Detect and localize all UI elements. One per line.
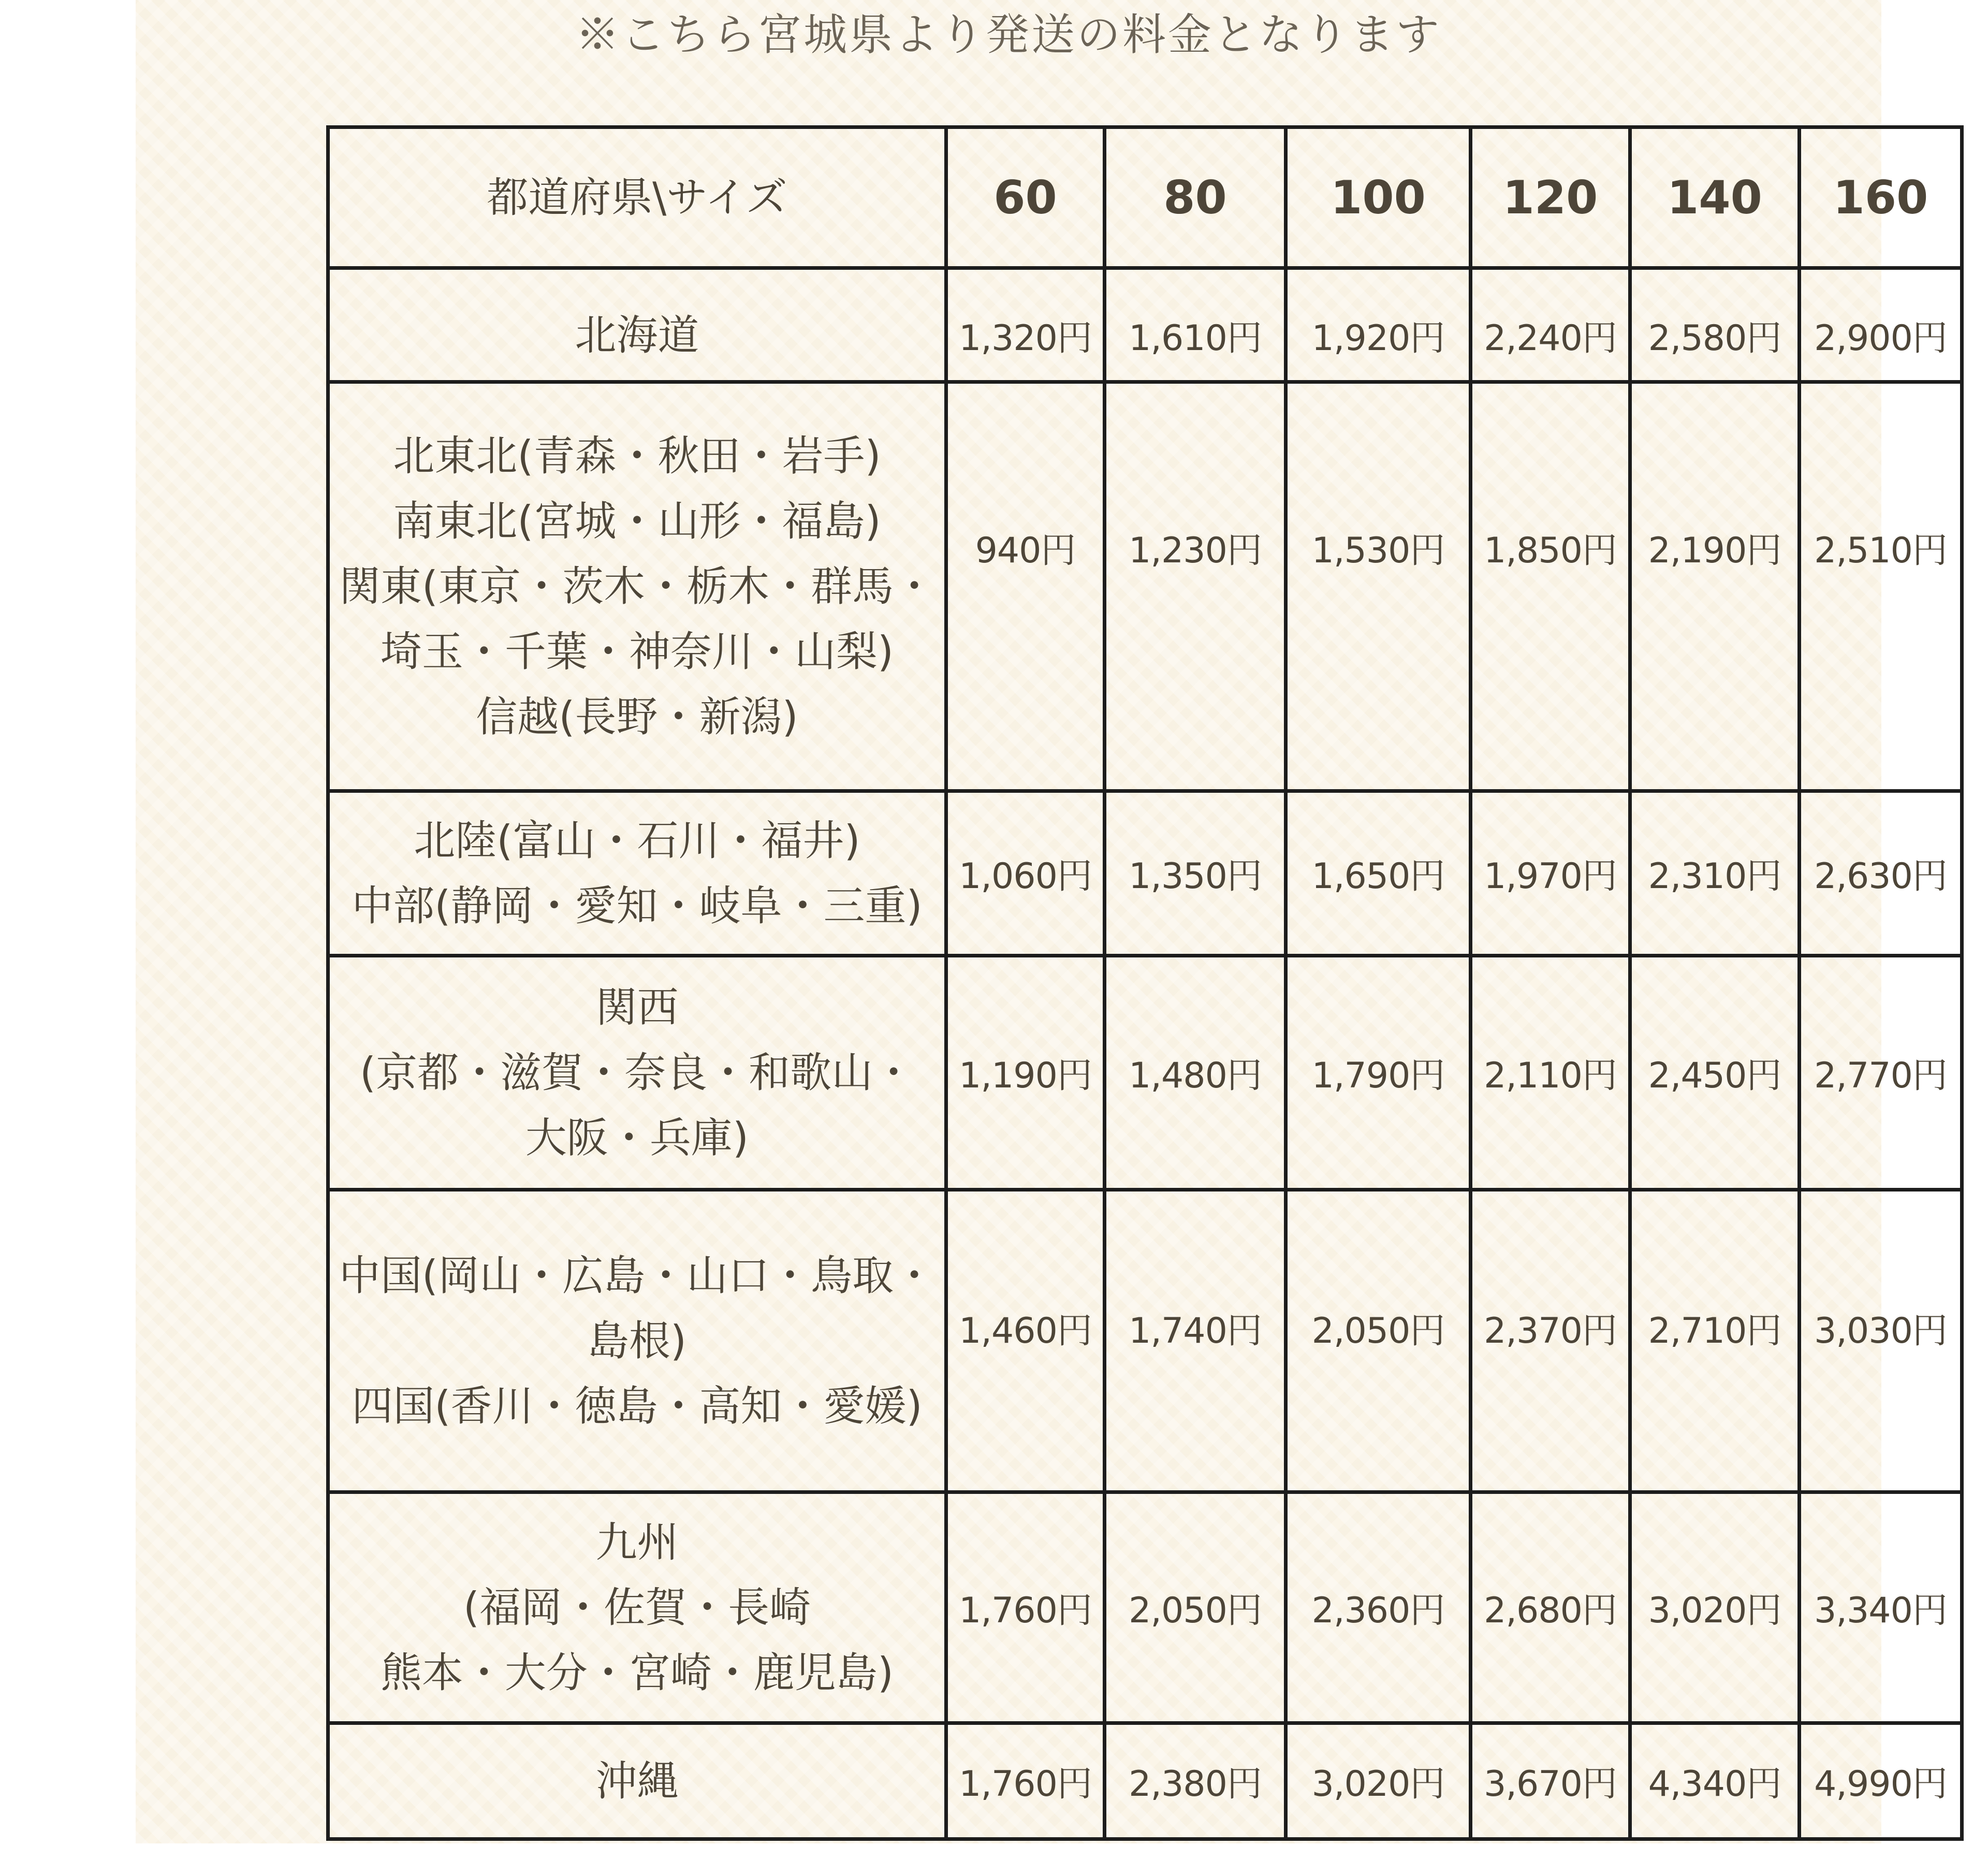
- price-value: 2,510円: [1814, 530, 1947, 571]
- price-cell: [1630, 791, 1800, 956]
- price-value: 1,920円: [1311, 318, 1445, 359]
- region-line: 南東北(宮城・山形・福島): [393, 497, 881, 545]
- price-cell: [1286, 956, 1471, 1190]
- price-value: 2,710円: [1648, 1311, 1781, 1352]
- price-cell: [1471, 791, 1630, 956]
- region-line: 大阪・兵庫): [525, 1113, 749, 1162]
- region-line: 沖縄: [595, 1756, 679, 1805]
- region-cell: [328, 268, 946, 382]
- price-value: 1,320円: [959, 318, 1092, 359]
- price-cell: [1471, 1492, 1630, 1723]
- table-row: [328, 1492, 1962, 1723]
- size-header-80: 80: [1105, 127, 1286, 268]
- region-line: 島根): [587, 1316, 687, 1365]
- region-line: 中国(岡山・広島・山口・鳥取・: [339, 1251, 935, 1300]
- size-header-160: 160: [1800, 127, 1962, 268]
- region-line: 関西: [595, 983, 679, 1031]
- price-value: 1,230円: [1129, 530, 1262, 571]
- price-cell: [1286, 1190, 1471, 1492]
- price-value: 1,060円: [959, 856, 1092, 897]
- price-value: 2,190円: [1648, 530, 1781, 571]
- region-line: 北陸(富山・石川・福井): [414, 816, 860, 865]
- corner-header: 都道府県\サイズ: [328, 127, 946, 268]
- region-cell: [328, 1190, 946, 1492]
- shipping-origin-note: ※こちら宮城県より発送の料金となります: [575, 9, 1441, 60]
- price-cell: [946, 1492, 1105, 1723]
- price-value: 2,580円: [1648, 318, 1781, 359]
- size-header-60: 60: [946, 127, 1105, 268]
- price-value: 2,240円: [1484, 318, 1617, 359]
- price-value: 2,900円: [1814, 318, 1947, 359]
- price-cell: [1286, 382, 1471, 791]
- price-cell: [1471, 1190, 1630, 1492]
- price-cell: [1105, 268, 1286, 382]
- table-row: [328, 1723, 1962, 1839]
- region-cell: [328, 791, 946, 956]
- price-cell: [946, 956, 1105, 1190]
- price-value: 1,350円: [1129, 856, 1262, 897]
- shipping-rate-table: [326, 125, 1964, 1841]
- price-cell: [946, 1190, 1105, 1492]
- table-row: [328, 268, 1962, 382]
- price-cell: [1800, 791, 1962, 956]
- price-value: 940円: [975, 530, 1076, 571]
- table-row: [328, 1190, 1962, 1492]
- price-value: 1,760円: [959, 1590, 1092, 1631]
- price-cell: [1800, 382, 1962, 791]
- price-cell: [1105, 791, 1286, 956]
- size-header-100: 100: [1286, 127, 1471, 268]
- price-value: 2,050円: [1129, 1590, 1262, 1631]
- region-cell: [328, 1723, 946, 1839]
- price-cell: [946, 382, 1105, 791]
- price-value: 4,990円: [1814, 1764, 1947, 1805]
- price-cell: [1105, 956, 1286, 1190]
- price-value: 3,020円: [1311, 1764, 1445, 1805]
- region-line: 熊本・大分・宮崎・鹿児島): [380, 1648, 894, 1697]
- price-value: 1,480円: [1129, 1055, 1262, 1096]
- price-cell: [946, 791, 1105, 956]
- price-value: 1,460円: [959, 1311, 1092, 1352]
- price-value: 2,630円: [1814, 856, 1947, 897]
- price-value: 2,680円: [1484, 1590, 1617, 1631]
- price-cell: [1800, 1492, 1962, 1723]
- price-cell: [1800, 1723, 1962, 1839]
- table-row: [328, 956, 1962, 1190]
- region-line: (京都・滋賀・奈良・和歌山・: [359, 1048, 915, 1097]
- region-line: 北海道: [575, 311, 699, 359]
- region-line: 北東北(青森・秋田・岩手): [393, 431, 881, 480]
- region-line: 信越(長野・新潟): [476, 692, 798, 741]
- price-cell: [1630, 1723, 1800, 1839]
- price-value: 3,670円: [1484, 1764, 1617, 1805]
- price-value: 1,610円: [1129, 318, 1262, 359]
- price-cell: [1105, 382, 1286, 791]
- price-cell: [1471, 268, 1630, 382]
- price-cell: [1105, 1492, 1286, 1723]
- region-line: 関東(東京・茨木・栃木・群馬・: [339, 562, 935, 611]
- price-value: 3,020円: [1648, 1590, 1781, 1631]
- price-cell: [1471, 1723, 1630, 1839]
- price-cell: [946, 1723, 1105, 1839]
- price-value: 3,030円: [1814, 1311, 1947, 1352]
- region-cell: [328, 956, 946, 1190]
- region-cell: [328, 1492, 946, 1723]
- region-line: (福岡・佐賀・長崎: [463, 1583, 811, 1632]
- price-value: 3,340円: [1814, 1590, 1947, 1631]
- price-value: 2,310円: [1648, 856, 1781, 897]
- price-value: 1,850円: [1484, 530, 1617, 571]
- price-value: 4,340円: [1648, 1764, 1781, 1805]
- size-header-140: 140: [1630, 127, 1800, 268]
- price-cell: [1800, 956, 1962, 1190]
- table-row: [328, 382, 1962, 791]
- price-cell: [1630, 382, 1800, 791]
- price-value: 2,370円: [1484, 1311, 1617, 1352]
- price-value: 2,360円: [1311, 1590, 1445, 1631]
- table-row: [328, 791, 1962, 956]
- price-cell: [1471, 382, 1630, 791]
- price-value: 2,450円: [1648, 1055, 1781, 1096]
- price-value: 2,770円: [1814, 1055, 1947, 1096]
- price-value: 1,530円: [1311, 530, 1445, 571]
- price-value: 1,760円: [959, 1764, 1092, 1805]
- price-cell: [1800, 1190, 1962, 1492]
- price-cell: [1630, 1492, 1800, 1723]
- region-line: 埼玉・千葉・神奈川・山梨): [380, 627, 894, 676]
- price-cell: [1105, 1190, 1286, 1492]
- price-cell: [1630, 1190, 1800, 1492]
- price-value: 1,650円: [1311, 856, 1445, 897]
- region-line: 四国(香川・徳島・高知・愛媛): [352, 1382, 923, 1430]
- price-cell: [1630, 268, 1800, 382]
- price-cell: [946, 268, 1105, 382]
- region-cell: [328, 382, 946, 791]
- price-value: 1,740円: [1129, 1311, 1262, 1352]
- region-line: 中部(静岡・愛知・岐阜・三重): [352, 881, 923, 930]
- price-cell: [1800, 268, 1962, 382]
- price-value: 1,790円: [1311, 1055, 1445, 1096]
- price-cell: [1286, 1492, 1471, 1723]
- size-header-row: [328, 127, 1962, 268]
- price-value: 1,970円: [1484, 856, 1617, 897]
- size-header-120: 120: [1471, 127, 1630, 268]
- price-value: 2,050円: [1311, 1311, 1445, 1352]
- price-cell: [1286, 1723, 1471, 1839]
- content-panel: [136, 0, 1947, 1843]
- price-cell: [1286, 791, 1471, 956]
- price-value: 1,190円: [959, 1055, 1092, 1096]
- price-cell: [1630, 956, 1800, 1190]
- price-cell: [1286, 268, 1471, 382]
- price-cell: [1471, 956, 1630, 1190]
- price-value: 2,380円: [1129, 1764, 1262, 1805]
- region-line: 九州: [595, 1518, 679, 1566]
- price-value: 2,110円: [1484, 1055, 1617, 1096]
- price-cell: [1105, 1723, 1286, 1839]
